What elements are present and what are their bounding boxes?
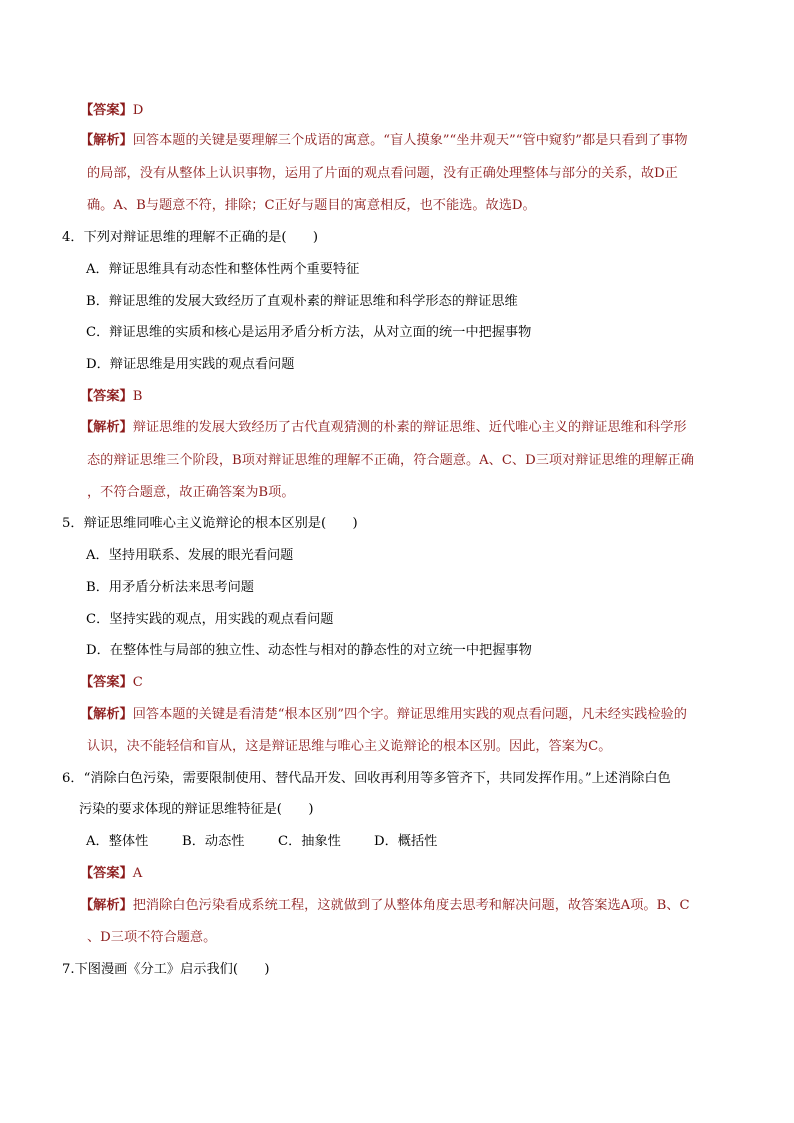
option-d: D．概括性 <box>374 834 438 849</box>
analysis-line <box>80 418 687 438</box>
analysis-text: 认识，决不能轻信和盲从，这是辩证思维与唯心主义诡辩论的根本区别。因此，答案为C。 <box>87 739 612 754</box>
analysis-text: 的局部，没有从整体上认识事物，运用了片面的观点看问题，没有正确处理整体与部分的关系，故D正 <box>87 166 678 181</box>
analysis-tag: 【解析】 <box>80 420 133 435</box>
answer-value: B <box>132 389 143 404</box>
answer-tag: 【答案】 <box>80 675 133 690</box>
options-row <box>86 832 437 852</box>
analysis-text: 把消除白色污染看成系统工程，这就做到了从整体角度去思考和解决问题，故答案选A项。B、C <box>132 898 690 913</box>
analysis-tag: 【解析】 <box>80 898 133 913</box>
option-b: B．辩证思维的发展大致经历了直观朴素的辩证思维和科学形态的辩证思维 <box>86 294 518 309</box>
answer-line <box>80 387 142 407</box>
option-a: A．整体性 <box>86 834 149 849</box>
answer-value: C <box>132 675 143 690</box>
answer-value: A <box>132 866 143 881</box>
analysis-tag: 【解析】 <box>80 707 133 722</box>
analysis-text: 辩证思维的发展大致经历了古代直观猜测的朴素的辩证思维、近代唯心主义的辩证思维和科学形 <box>132 420 687 435</box>
answer-line <box>80 864 142 884</box>
analysis-text: 确。A、B与题意不符，排除；C正好与题目的寓意相反，也不能选。故选D。 <box>87 198 536 213</box>
option-b: B．动态性 <box>182 834 245 849</box>
analysis-line <box>80 131 688 151</box>
analysis-text: 回答本题的关键是看清楚“根本区别”四个字。辩证思维用实践的观点看问题，凡未经实践检验的 <box>132 707 687 722</box>
option-d: D．辩证思维是用实践的观点看问题 <box>86 357 295 372</box>
answer-line <box>80 101 143 121</box>
question-stem: 6．“消除白色污染，需要限制使用、替代品开发、回收再利用等多管齐下，共同发挥作用。”上述消除白色 <box>62 771 671 786</box>
answer-tag: 【答案】 <box>80 103 133 118</box>
option-c: C．抽象性 <box>278 834 341 849</box>
option-a: A．坚持用联系、发展的眼光看问题 <box>86 548 294 563</box>
question-stem: 5．辩证思维同唯心主义诡辩论的根本区别是( ) <box>62 516 358 531</box>
analysis-text: 态的辩证思维三个阶段，B项对辩证思维的理解不正确，符合题意。A、C、D三项对辩证思维的理解正确 <box>87 453 694 468</box>
option-c: C．坚持实践的观点，用实践的观点看问题 <box>86 612 334 627</box>
analysis-text: 、D三项不符合题意。 <box>87 930 217 945</box>
option-c: C．辩证思维的实质和核心是运用矛盾分析方法，从对立面的统一中把握事物 <box>86 325 532 340</box>
answer-value: D <box>132 103 144 118</box>
analysis-line <box>80 705 687 725</box>
answer-tag: 【答案】 <box>80 866 133 881</box>
option-a: A．辩证思维具有动态性和整体性两个重要特征 <box>86 262 360 277</box>
question-stem-cont: 污染的要求体现的辩证思维特征是( ) <box>79 802 314 817</box>
analysis-tag: 【解析】 <box>80 133 133 148</box>
question-stem: 4．下列对辩证思维的理解不正确的是( ) <box>62 230 319 245</box>
analysis-line <box>80 896 690 916</box>
option-d: D．在整体性与局部的独立性、动态性与相对的静态性的对立统一中把握事物 <box>86 643 532 658</box>
analysis-text: ，不符合题意，故正确答案为B项。 <box>87 485 295 500</box>
option-b: B．用矛盾分析法来思考问题 <box>86 580 254 595</box>
analysis-text: 回答本题的关键是要理解三个成语的寓意。“盲人摸象”“坐井观天”“管中窥豹”都是只看到了事物 <box>132 133 688 148</box>
question-stem: 7.下图漫画《分工》启示我们( ) <box>62 962 270 977</box>
answer-tag: 【答案】 <box>80 389 133 404</box>
answer-line <box>80 673 143 693</box>
